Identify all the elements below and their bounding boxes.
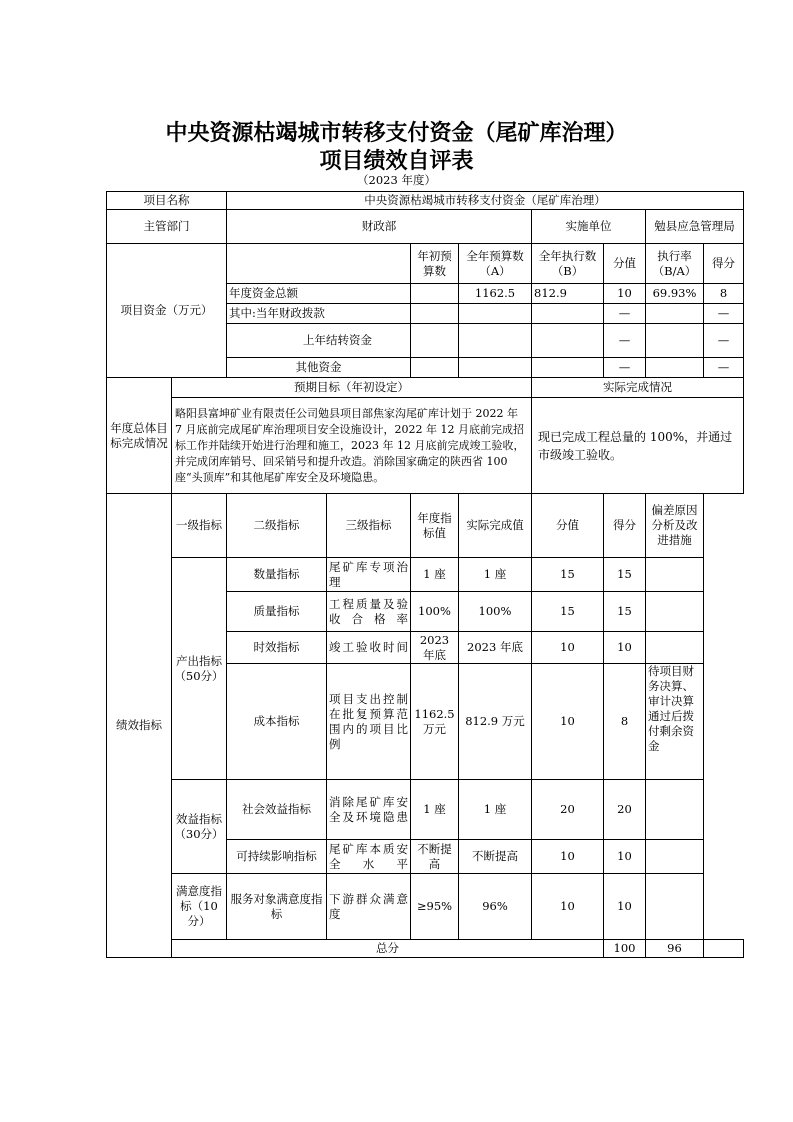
perf-val: 10	[532, 664, 604, 780]
perf-header: 得分	[604, 494, 646, 558]
total-note	[704, 940, 744, 958]
funds-header: 全年预算数（A）	[459, 244, 532, 284]
perf-score: 20	[604, 780, 646, 840]
perf-header: 实际完成值	[459, 494, 532, 558]
funds-cell: —	[604, 304, 646, 324]
perf-actual: 2023 年底	[459, 632, 532, 664]
funds-cell	[459, 304, 532, 324]
perf-val: 20	[532, 780, 604, 840]
funds-cell	[646, 324, 704, 358]
funds-cell	[411, 324, 459, 358]
perf-target: 不断提高	[411, 840, 459, 874]
perf-header: 分值	[532, 494, 604, 558]
goal-actual-text: 现已完成工程总量的 100%，并通过市级竣工验收。	[532, 398, 744, 494]
funds-cell: —	[704, 358, 744, 378]
perf-note	[646, 558, 704, 592]
funds-cell: —	[604, 324, 646, 358]
funds-cell	[459, 324, 532, 358]
funds-cell: 812.9	[532, 284, 604, 304]
perf-score: 10	[604, 632, 646, 664]
perf-val: 10	[532, 874, 604, 940]
funds-row-name: 其他资金	[227, 358, 411, 378]
funds-row-name: 其中:当年财政拨款	[227, 304, 411, 324]
perf-note	[646, 874, 704, 940]
perf-group-name: 效益指标（30分）	[172, 780, 227, 874]
perf-score: 10	[604, 874, 646, 940]
funds-header-blank	[227, 244, 411, 284]
funds-cell	[459, 358, 532, 378]
funds-header: 全年执行数（B）	[532, 244, 604, 284]
perf-note	[646, 840, 704, 874]
perf-actual: 812.9 万元	[459, 664, 532, 780]
total-score: 96	[646, 940, 704, 958]
funds-cell: 69.93%	[646, 284, 704, 304]
perf-l3: 尾矿库本质安全水平	[327, 840, 411, 874]
perf-target: ≥95%	[411, 874, 459, 940]
perf-l2: 服务对象满意度指标	[227, 874, 327, 940]
funds-cell: 8	[704, 284, 744, 304]
funds-row-name: 上年结转资金	[227, 324, 411, 358]
funds-header: 分值	[604, 244, 646, 284]
perf-l3: 尾矿库专项治理	[327, 558, 411, 592]
perf-actual: 100%	[459, 592, 532, 632]
funds-header: 年初预算数	[411, 244, 459, 284]
goal-expected-text: 略阳县富坤矿业有限责任公司勉县项目部焦家沟尾矿库计划于 2022 年 7 月底前完成尾矿库治理项目安全设施设计，2022 年 12 月底前完成招标工作并陆续开始进行治理和施工，2023 年 12 月底前完成竣工验收，并完成闭库销号、回采销号和提升改造。消除国家确定的陕西省 100 座“头顶库”和其他尾矿库安全及环境隐患。	[172, 398, 532, 494]
perf-score: 15	[604, 592, 646, 632]
perf-l2: 成本指标	[227, 664, 327, 780]
perf-score: 10	[604, 840, 646, 874]
project-name: 中央资源枯竭城市转移支付资金（尾矿库治理）	[227, 192, 744, 210]
impl-label: 实施单位	[532, 210, 646, 244]
total-label: 总分	[172, 940, 604, 958]
perf-l3: 消除尾矿库安全及环境隐患	[327, 780, 411, 840]
perf-target: 2023 年底	[411, 632, 459, 664]
perf-group-name: 产出指标（50分）	[172, 558, 227, 780]
perf-l2: 数量指标	[227, 558, 327, 592]
perf-group-name: 满意度指标（10分）	[172, 874, 227, 940]
perf-l2: 时效指标	[227, 632, 327, 664]
perf-l2: 质量指标	[227, 592, 327, 632]
funds-header: 得分	[704, 244, 744, 284]
perf-label: 绩效指标	[107, 494, 172, 958]
perf-header: 三级指标	[327, 494, 411, 558]
dept-label: 主管部门	[107, 210, 227, 244]
funds-cell: —	[704, 304, 744, 324]
funds-label: 项目资金（万元）	[107, 244, 227, 378]
project-name-label: 项目名称	[107, 192, 227, 210]
perf-l2: 社会效益指标	[227, 780, 327, 840]
perf-target: 1162.5 万元	[411, 664, 459, 780]
goal-label: 年度总体目标完成情况	[107, 378, 172, 494]
doc-title: 中央资源枯竭城市转移支付资金（尾矿库治理）	[165, 121, 628, 146]
evaluation-table	[106, 191, 744, 958]
perf-target: 1 座	[411, 780, 459, 840]
perf-header: 偏差原因分析及改进措施	[646, 494, 704, 558]
perf-val: 10	[532, 840, 604, 874]
perf-val: 15	[532, 592, 604, 632]
year-label: （2023 年度）	[357, 173, 436, 187]
perf-l2: 可持续影响指标	[227, 840, 327, 874]
perf-header: 一级指标	[172, 494, 227, 558]
funds-cell	[646, 304, 704, 324]
impl-value: 勉县应急管理局	[646, 210, 744, 244]
funds-cell: 1162.5	[459, 284, 532, 304]
doc-subtitle: 项目绩效自评表	[319, 149, 474, 174]
funds-cell: 10	[604, 284, 646, 304]
funds-header: 执行率（B/A）	[646, 244, 704, 284]
perf-score: 8	[604, 664, 646, 780]
perf-actual: 不断提高	[459, 840, 532, 874]
perf-actual: 1 座	[459, 558, 532, 592]
funds-cell	[532, 304, 604, 324]
funds-cell	[411, 304, 459, 324]
funds-cell	[646, 358, 704, 378]
perf-l3: 竣工验收时间	[327, 632, 411, 664]
goal-expected-label: 预期目标（年初设定）	[172, 378, 532, 398]
perf-score: 15	[604, 558, 646, 592]
perf-note	[646, 780, 704, 840]
funds-cell: —	[604, 358, 646, 378]
perf-actual: 96%	[459, 874, 532, 940]
perf-l3: 项目支出控制在批复预算范围内的项目比例	[327, 664, 411, 780]
perf-actual: 1 座	[459, 780, 532, 840]
dept-value: 财政部	[227, 210, 532, 244]
perf-l3: 工程质量及验收合格率	[327, 592, 411, 632]
total-val: 100	[604, 940, 646, 958]
perf-target: 1 座	[411, 558, 459, 592]
perf-target: 100%	[411, 592, 459, 632]
perf-header: 年度指标值	[411, 494, 459, 558]
funds-row-name: 年度资金总额	[227, 284, 411, 304]
perf-l3: 下游群众满意度	[327, 874, 411, 940]
perf-val: 10	[532, 632, 604, 664]
perf-note	[646, 632, 704, 664]
funds-cell	[411, 284, 459, 304]
funds-cell	[411, 358, 459, 378]
funds-cell	[532, 358, 604, 378]
funds-cell	[532, 324, 604, 358]
perf-header: 二级指标	[227, 494, 327, 558]
funds-cell: —	[704, 324, 744, 358]
goal-actual-label: 实际完成情况	[532, 378, 744, 398]
perf-val: 15	[532, 558, 604, 592]
perf-note: 待项目财务决算、审计决算通过后拨付剩余资金	[646, 664, 704, 780]
perf-note	[646, 592, 704, 632]
